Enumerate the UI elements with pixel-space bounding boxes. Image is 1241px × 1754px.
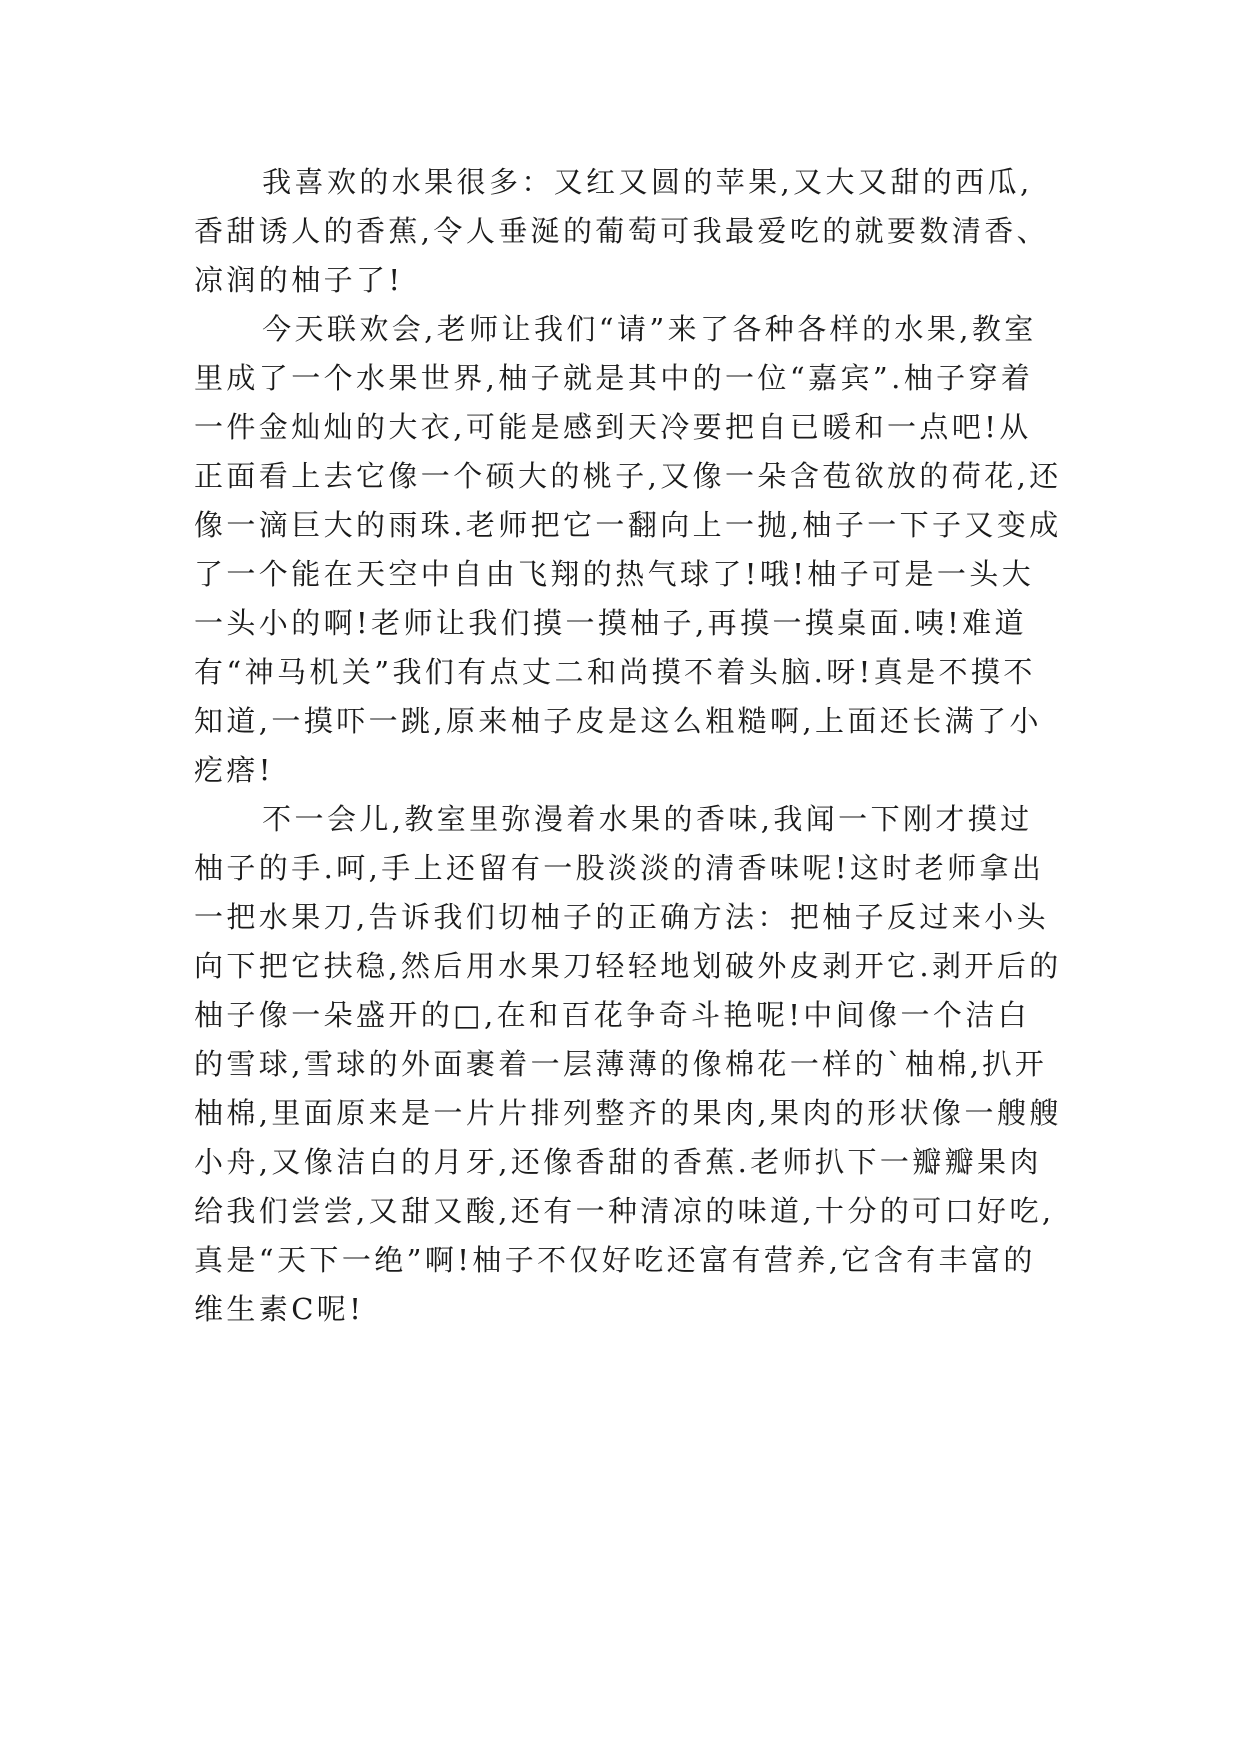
paragraph-3: 不一会儿,教室里弥漫着水果的香味,我闻一下刚才摸过柚子的手.呵,手上还留有一股淡淡的清香味呢!这时老师拿出一把水果刀,告诉我们切柚子的正确方法：把柚子反过来小头向下把它扶稳,然后用水果刀轻轻地划破外皮剥开它.剥开后的柚子像一朵盛开的□,在和百花争奇斗艳呢!中间像一个洁白的雪球,雪球的外面裹着一层薄薄的像棉花一样的`柚棉,扒开柚棉,里面原来是一片片排列整齐的果肉,果肉的形状像一艘艘小舟,又像洁白的月牙,还像香甜的香蕉.老师扒下一瓣瓣果肉给我们尝尝,又甜又酸,还有一种清凉的味道,十分的可口好吃,真是“天下一绝”啊!柚子不仅好吃还富有营养,它含有丰富的维生素C呢! (194, 802, 1062, 1326)
document-body (194, 158, 1062, 1334)
paragraph-1: 我喜欢的水果很多：又红又圆的苹果,又大又甜的西瓜,香甜诱人的香蕉,令人垂涎的葡萄可我最爱吃的就要数清香、凉润的柚子了! (194, 165, 1050, 297)
paragraph-2: 今天联欢会,老师让我们“请”来了各种各样的水果,教室里成了一个水果世界,柚子就是其中的一位“嘉宾”.柚子穿着一件金灿灿的大衣,可能是感到天冷要把自已暖和一点吧!从正面看上去它像一个硕大的桃子,又像一朵含苞欲放的荷花,还像一滴巨大的雨珠.老师把它一翻向上一抛,柚子一下子又变成了一个能在天空中自由飞翔的热气球了!哦!柚子可是一头大一头小的啊!老师让我们摸一摸柚子,再摸一摸桌面.咦!难道有“神马机关”我们有点丈二和尚摸不着头脑.呀!真是不摸不知道,一摸吓一跳,原来柚子皮是这么粗糙啊,上面还长满了小疙瘩! (194, 312, 1062, 787)
